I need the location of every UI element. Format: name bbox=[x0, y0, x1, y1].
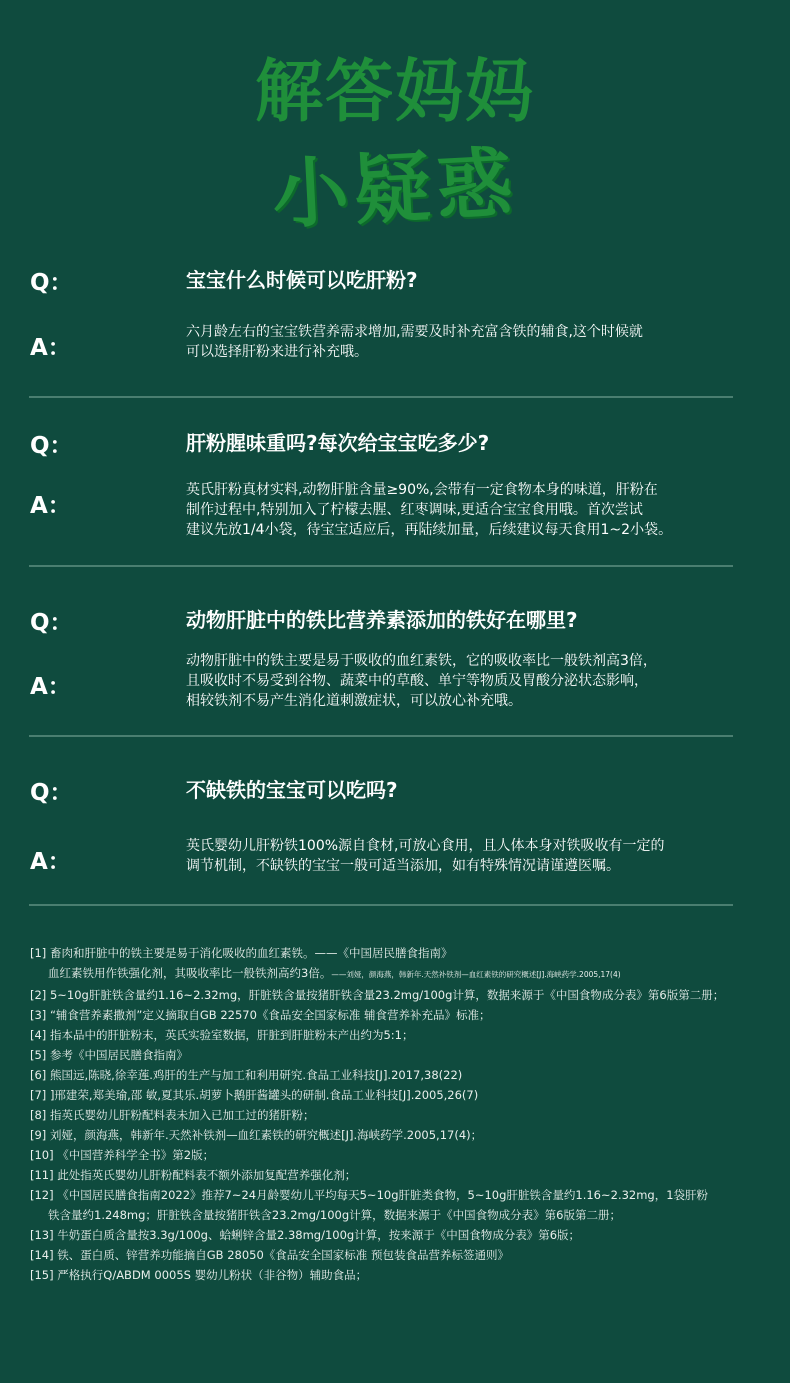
reference-item bbox=[30, 963, 770, 985]
answer-line: 制作过程中,特别加入了柠檬去腥、红枣调味,更适合宝宝食用哦。首次尝试 bbox=[186, 502, 643, 518]
question-label: Q： bbox=[30, 780, 73, 806]
reference-item: [11] 此处指英氏婴幼儿肝粉配料表不额外添加复配营养强化剂； bbox=[30, 1168, 357, 1182]
answer-text bbox=[186, 836, 746, 876]
reference-item: [7] ]邢建荣,郑美瑜,邵 敏,夏其乐.胡萝卜鹅肝酱罐头的研制.食品工业科技[J].2005,26(7) bbox=[30, 1088, 479, 1102]
answer-line: 英氏肝粉真材实料,动物肝脏含量≥90%,会带有一定食物本身的味道，肝粉在 bbox=[186, 482, 658, 498]
answer-line: 可以选择肝粉来进行补充哦。 bbox=[186, 344, 368, 360]
answer-line: 调节机制，不缺铁的宝宝一般可适当添加，如有特殊情况请谨遵医嘱。 bbox=[186, 858, 620, 874]
question-text: 动物肝脏中的铁比营养素添加的铁好在哪里? bbox=[186, 608, 578, 632]
reference-item: [4] 指本品中的肝脏粉末，英氏实验室数据，肝脏到肝脏粉末产出约为5:1； bbox=[30, 1028, 414, 1042]
reference-item: [5] 参考《中国居民膳食指南》 bbox=[30, 1048, 188, 1062]
answer-line: 动物肝脏中的铁主要是易于吸收的血红素铁，它的吸收率比一般铁剂高3倍， bbox=[186, 653, 657, 669]
section-divider bbox=[29, 565, 733, 567]
answer-text bbox=[186, 322, 746, 362]
reference-item: [9] 刘娅，颜海燕，韩新年.天然补铁剂—血红素铁的研究概述[J].海峡药学.2005,17(4)； bbox=[30, 1128, 483, 1142]
question-text: 宝宝什么时候可以吃肝粉? bbox=[186, 268, 418, 292]
reference-item: [15] 严格执行Q/ABDM 0005S 婴幼儿粉状（非谷物）辅助食品； bbox=[30, 1268, 368, 1282]
answer-label: A： bbox=[30, 674, 71, 700]
section-divider bbox=[29, 735, 733, 737]
reference-item: [1] 畜肉和肝脏中的铁主要是易于消化吸收的血红素铁。——《中国居民膳食指南》 bbox=[30, 946, 453, 960]
page-title-line2: 小疑惑 bbox=[270, 137, 521, 240]
reference-item: [10] 《中国营养科学全书》第2版； bbox=[30, 1148, 215, 1162]
answer-label: A： bbox=[30, 493, 71, 519]
reference-item: [3] “辅食营养素撒剂”定义摘取自GB 22570《食品安全国家标准 辅食营养补充品》标准； bbox=[30, 1008, 491, 1022]
answer-text bbox=[186, 651, 746, 711]
references-list bbox=[30, 943, 770, 1285]
question-label: Q： bbox=[30, 610, 73, 636]
answer-line: 英氏婴幼儿肝粉铁100%源自食材,可放心食用，且人体本身对铁吸收有一定的 bbox=[186, 838, 665, 854]
answer-line: 建议先放1/4小袋，待宝宝适应后，再陆续加量，后续建议每天食用1~2小袋。 bbox=[186, 522, 673, 538]
section-divider bbox=[29, 904, 733, 906]
answer-line: 且吸收时不易受到谷物、蔬菜中的草酸、单宁等物质及胃酸分泌状态影响， bbox=[186, 673, 648, 689]
question-label: Q： bbox=[30, 270, 73, 296]
page-title-line1: 解答妈妈 bbox=[254, 53, 535, 132]
reference-item: 铁含量约1.248mg；肝脏铁含量按猪肝铁含23.2mg/100g计算，数据来源于《中国食物成分表》第6版第二册； bbox=[48, 1208, 621, 1222]
reference-citation: ——刘娅，颜海燕，韩新年.天然补铁剂—血红素铁的研究概述[J].海峡药学.2005,17(4) bbox=[331, 970, 621, 979]
question-text: 不缺铁的宝宝可以吃吗? bbox=[186, 778, 398, 802]
question-label: Q： bbox=[30, 433, 73, 459]
reference-item: [2] 5~10g肝脏铁含量约1.16~2.32mg，肝脏铁含量按猪肝铁含量23.2mg/100g计算，数据来源于《中国食物成分表》第6版第二册； bbox=[30, 988, 725, 1002]
reference-text: 血红素铁用作铁强化剂，其吸收率比一般铁剂高约3倍。 bbox=[48, 966, 332, 980]
reference-item: [13] 牛奶蛋白质含量按3.3g/100g、蛤蜊锌含量2.38mg/100g计算，按来源于《中国食物成分表》第6版； bbox=[30, 1228, 581, 1242]
section-divider bbox=[29, 396, 733, 398]
reference-item: [14] 铁、蛋白质、锌营养功能摘自GB 28050《食品安全国家标准 预包装食品营养标签通则》 bbox=[30, 1248, 509, 1262]
answer-label: A： bbox=[30, 335, 71, 361]
answer-label: A： bbox=[30, 849, 71, 875]
answer-text bbox=[186, 480, 746, 540]
reference-item: [6] 熊国远,陈晓,徐幸莲.鸡肝的生产与加工和利用研究.食品工业科技[J].2017,38(22) bbox=[30, 1068, 463, 1082]
reference-item: [12] 《中国居民膳食指南2022》推荐7~24月龄婴幼儿平均每天5~10g肝脏类食物，5~10g肝脏铁含量约1.16~2.32mg，1袋肝粉 bbox=[30, 1188, 709, 1202]
reference-item: [8] 指英氏婴幼儿肝粉配料表未加入已加工过的猪肝粉； bbox=[30, 1108, 315, 1122]
answer-line: 相较铁剂不易产生消化道刺激症状，可以放心补充哦。 bbox=[186, 693, 522, 709]
answer-line: 六月龄左右的宝宝铁营养需求增加,需要及时补充富含铁的辅食,这个时候就 bbox=[186, 324, 643, 340]
question-text: 肝粉腥味重吗?每次给宝宝吃多少? bbox=[186, 431, 490, 455]
